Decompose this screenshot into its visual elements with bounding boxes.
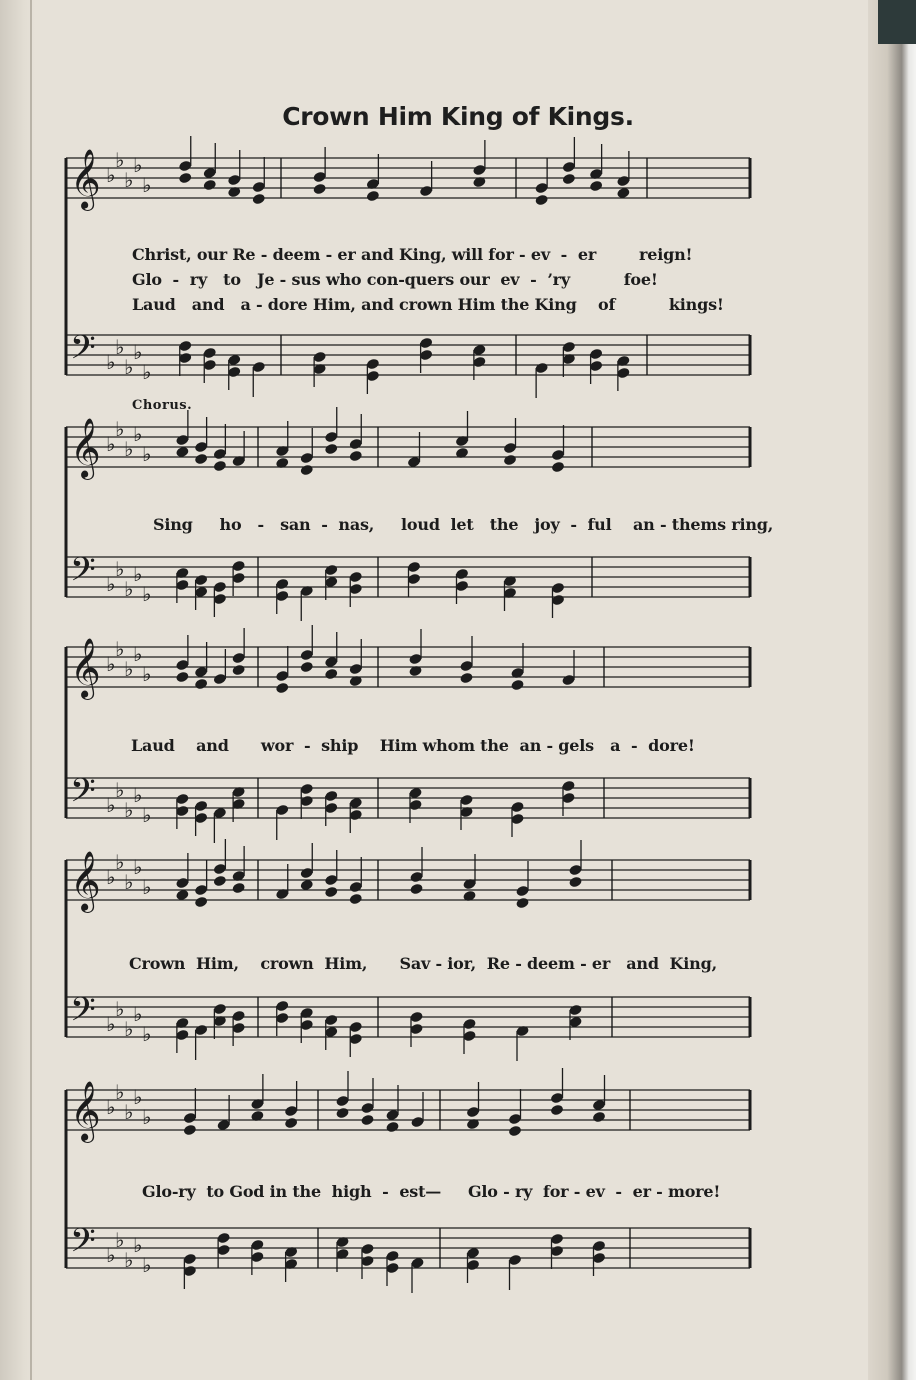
flat-sign: ♭ (115, 850, 125, 874)
chorus-line-4: Glo-ry to God in the high - est— Glo - ry for - ev - er - more! (142, 1182, 721, 1201)
note-head (275, 682, 289, 695)
flat-sign: ♭ (142, 1022, 152, 1046)
note-head (203, 179, 217, 192)
note-head (300, 661, 314, 674)
verse-3-lyrics: Laud and a - dore Him, and crown Him the King of kings! (132, 295, 724, 314)
note-head (324, 886, 338, 899)
flat-sign: ♭ (133, 1233, 143, 1257)
flat-sign: ♭ (133, 783, 143, 807)
note-head (349, 893, 363, 906)
note-head (503, 454, 517, 467)
flat-sign: ♭ (106, 163, 116, 187)
note-head (510, 679, 524, 692)
flat-sign: ♭ (106, 572, 116, 596)
note-head (194, 678, 208, 691)
bass-clef: 𝄢 (70, 991, 96, 1037)
note-head (349, 450, 363, 463)
note-head (562, 173, 576, 186)
bass-clef: 𝄢 (70, 551, 96, 597)
note-head (515, 897, 529, 910)
note-head (175, 446, 189, 459)
treble-clef: 𝄞 (70, 638, 101, 698)
note-head (366, 190, 380, 203)
flat-sign: ♭ (124, 355, 134, 379)
flat-sign: ♭ (115, 335, 125, 359)
note-head (300, 879, 314, 892)
note-head (231, 882, 245, 895)
note-head (194, 453, 208, 466)
flat-sign: ♭ (142, 442, 152, 466)
flat-sign: ♭ (142, 875, 152, 899)
note-head (589, 180, 603, 193)
flat-sign: ♭ (106, 350, 116, 374)
flat-sign: ♭ (106, 1243, 116, 1267)
note-head (284, 1117, 298, 1130)
flat-sign: ♭ (142, 803, 152, 827)
note-head (213, 460, 227, 473)
flat-sign: ♭ (106, 793, 116, 817)
note-head (183, 1124, 197, 1137)
treble-clef: 𝄞 (70, 851, 101, 911)
chorus-line-1: Sing ho - san - nas, loud let the joy - ful an - thems ring, (153, 515, 774, 534)
bass-clef: 𝄢 (70, 1222, 96, 1268)
note-head (194, 896, 208, 909)
hymn-title: Crown Him King of Kings. (282, 102, 634, 131)
treble-clef: 𝄞 (70, 418, 101, 478)
flat-sign: ♭ (142, 173, 152, 197)
bass-clef: 𝄢 (70, 329, 96, 375)
flat-sign: ♭ (115, 778, 125, 802)
flat-sign: ♭ (142, 360, 152, 384)
flat-sign: ♭ (115, 1228, 125, 1252)
flat-sign: ♭ (133, 340, 143, 364)
note-head (508, 1125, 522, 1138)
flat-sign: ♭ (142, 582, 152, 606)
note-head (231, 664, 245, 677)
flat-sign: ♭ (115, 1080, 125, 1104)
flat-sign: ♭ (106, 1095, 116, 1119)
flat-sign: ♭ (124, 1248, 134, 1272)
note-head (409, 883, 423, 896)
flat-sign: ♭ (133, 642, 143, 666)
flat-sign: ♭ (133, 855, 143, 879)
treble-clef: 𝄞 (70, 149, 101, 209)
flat-sign: ♭ (124, 657, 134, 681)
note-head (360, 1114, 374, 1127)
flat-sign: ♭ (124, 1100, 134, 1124)
note-head (568, 876, 582, 889)
flat-sign: ♭ (115, 637, 125, 661)
note-head (335, 1107, 349, 1120)
flat-sign: ♭ (124, 577, 134, 601)
chorus-line-2: Laud and wor - ship Him whom the an - gels a - dore! (131, 736, 695, 755)
flat-sign: ♭ (124, 870, 134, 894)
flat-sign: ♭ (142, 1105, 152, 1129)
flat-sign: ♭ (106, 432, 116, 456)
chorus-label: Chorus. (132, 398, 193, 413)
note-head (175, 671, 189, 684)
flat-sign: ♭ (133, 422, 143, 446)
flat-sign: ♭ (106, 1012, 116, 1036)
note-head (385, 1121, 399, 1134)
flat-sign: ♭ (133, 1085, 143, 1109)
flat-sign: ♭ (115, 417, 125, 441)
flat-sign: ♭ (124, 798, 134, 822)
flat-sign: ♭ (106, 865, 116, 889)
flat-sign: ♭ (115, 997, 125, 1021)
note-head (534, 194, 548, 207)
note-head (324, 443, 338, 456)
note-head (300, 464, 314, 477)
flat-sign: ♭ (133, 562, 143, 586)
chorus-line-3: Crown Him, crown Him, Sav - ior, Re - deem - er and King, (129, 954, 717, 973)
flat-sign: ♭ (142, 662, 152, 686)
flat-sign: ♭ (115, 557, 125, 581)
note-head (213, 875, 227, 888)
note-head (312, 183, 326, 196)
bass-clef: 𝄢 (70, 772, 96, 818)
note-head (550, 1104, 564, 1117)
flat-sign: ♭ (115, 148, 125, 172)
flat-sign: ♭ (124, 168, 134, 192)
flat-sign: ♭ (133, 153, 143, 177)
verse-1-lyrics: Christ, our Re - deem - er and King, will for - ev - er reign! (132, 245, 693, 264)
verse-2-lyrics: Glo - ry to Je - sus who con-quers our ev - ’ry foe! (132, 270, 658, 289)
note-head (616, 187, 630, 200)
note-head (324, 668, 338, 681)
note-head (459, 672, 473, 685)
flat-sign: ♭ (124, 437, 134, 461)
flat-sign: ♭ (124, 1017, 134, 1041)
note-head (175, 889, 189, 902)
treble-clef: 𝄞 (70, 1081, 101, 1141)
note-head (252, 193, 266, 206)
flat-sign: ♭ (133, 1002, 143, 1026)
note-head (178, 172, 192, 185)
note-head (592, 1111, 606, 1124)
flat-sign: ♭ (106, 652, 116, 676)
flat-sign: ♭ (142, 1253, 152, 1277)
note-head (551, 461, 565, 474)
